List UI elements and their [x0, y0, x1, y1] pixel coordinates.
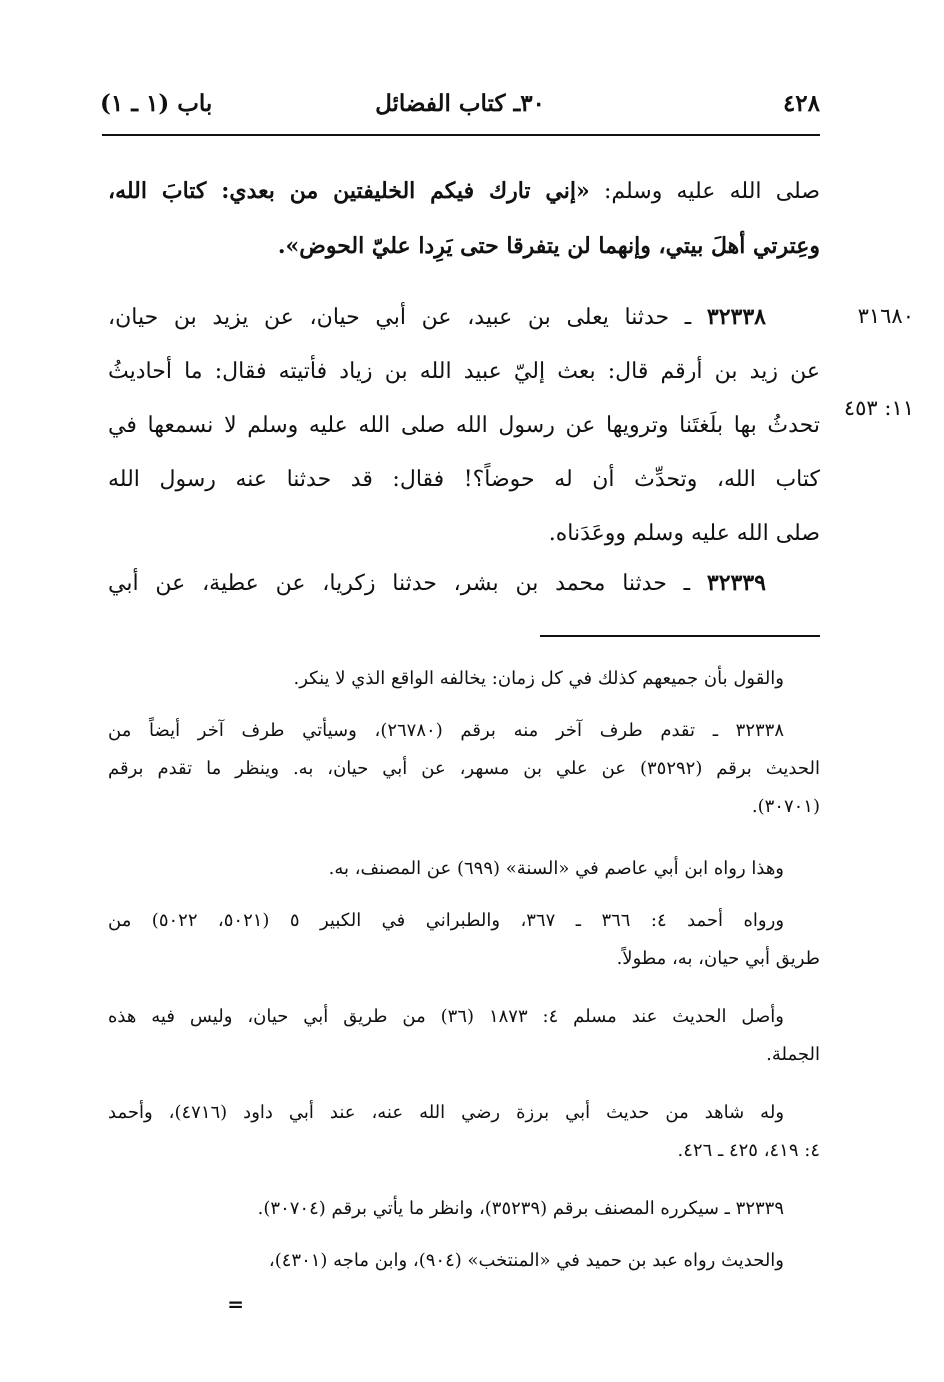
text-line: كتاب الله، وتحدِّث أن له حوضاً؟! فقال: قد حدثنا عنه رسول الله: [108, 467, 820, 492]
footnote-line: والحديث رواه عبد بن حميد في «المنتخب» (٩٠٤)، وابن ماجه (٤٣٠١)،: [268, 1250, 784, 1271]
footnote: [108, 660, 820, 698]
text-line: [108, 290, 820, 345]
header-rule: [102, 134, 820, 136]
footnote: [108, 1094, 820, 1170]
hadith-number: ٣٢٣٣٩: [706, 570, 766, 596]
paragraph-continuation: [108, 164, 820, 273]
footnote-32338: [108, 712, 820, 826]
page-number: ٤٢٨: [782, 90, 820, 117]
footnote-line: ورواه أحمد ٤: ٣٦٦ ـ ٣٦٧، والطبراني في الكبير ٥ (٥٠٢١، ٥٠٢٢) من: [108, 910, 785, 931]
running-header: [100, 86, 820, 130]
footnote-line: ٣٢٣٣٨ ـ تقدم طرف آخر منه برقم (٢٦٧٨٠)، وسيأتي طرف آخر أيضاً من: [108, 720, 784, 741]
footnote-32339: [108, 1190, 820, 1228]
text-line: [108, 164, 820, 219]
hadith-number: ٣٢٣٣٨: [706, 304, 766, 330]
footnote-line: ٣٢٣٣٩ ـ سيكرره المصنف برقم (٣٥٢٣٩)، وانظر ما يأتي برقم (٣٠٧٠٤).: [257, 1198, 784, 1219]
footnote-line: (٣٠٧٠١).: [751, 796, 820, 817]
chapter-label: باب (١ ـ ١): [100, 90, 213, 117]
text-line: عن زيد بن أرقم قال: بعث إليّ عبيد الله بن زياد فأتيته فقال: ما أحاديثُ: [108, 359, 820, 384]
footnote-line: ٤: ٤١٩، ٤٢٥ ـ ٤٢٦.: [677, 1140, 820, 1161]
hadith-32339: [108, 556, 820, 611]
footnote-line: وله شاهد من حديث أبي برزة رضي الله عنه، عند أبي داود (٤٧١٦)، وأحمد: [108, 1102, 785, 1123]
footnote-line: الجملة.: [766, 1044, 820, 1065]
footnote-line: والقول بأن جميعهم كذلك في كل زمان: يخالفه الواقع الذي لا ينكر.: [293, 668, 784, 689]
text-line: تحدثُ بها بلَغتَنا وترويها عن رسول الله صلى الله عليه وسلم لا نسمعها في: [108, 413, 820, 438]
text-span: ـ حدثنا يعلى بن عبيد، عن أبي حيان، عن يزيد بن حيان،: [108, 305, 707, 330]
hadith-32338: [108, 290, 820, 561]
hadith-quote-line: وعِترتي أهلَ بيتي، وإنهما لن يتفرقا حتى يَرِدا عليّ الحوض».: [277, 233, 820, 259]
text-line: [108, 556, 820, 611]
footnote: [108, 998, 820, 1074]
text-span: صلى الله عليه وسلم:: [589, 179, 820, 204]
continuation-mark: =: [227, 1292, 244, 1316]
text-span: ـ حدثنا محمد بن بشر، حدثنا زكريا، عن عطية، عن أبي: [108, 571, 707, 596]
footnote: [108, 902, 820, 978]
footnote-line: وهذا رواه ابن أبي عاصم في «السنة» (٦٩٩) عن المصنف، به.: [328, 858, 784, 879]
text-line: صلى الله عليه وسلم ووعَدَناه.: [548, 521, 820, 546]
hadith-quote: «إني تارك فيكم الخليفتين من بعدي: كتابَ الله،: [108, 178, 590, 204]
footnote-line: الحديث برقم (٣٥٢٩٢) عن علي بن مسهر، عن أبي حيان، به. وينظر ما تقدم برقم: [108, 758, 820, 779]
footnote-separator: [540, 635, 820, 637]
margin-reference: ١١: ٤٥٣: [843, 396, 914, 420]
footnote-line: طريق أبي حيان، به، مطولاً.: [616, 948, 820, 969]
book-title: ٣٠ـ كتاب الفضائل: [375, 90, 545, 117]
footnote-line: وأصل الحديث عند مسلم ٤: ١٨٧٣ (٣٦) من طريق أبي حيان، وليس فيه هذه: [108, 1006, 784, 1027]
margin-reference: ٣١٦٨٠: [857, 304, 914, 328]
footnote: [108, 850, 820, 888]
footnote: [108, 1242, 820, 1280]
